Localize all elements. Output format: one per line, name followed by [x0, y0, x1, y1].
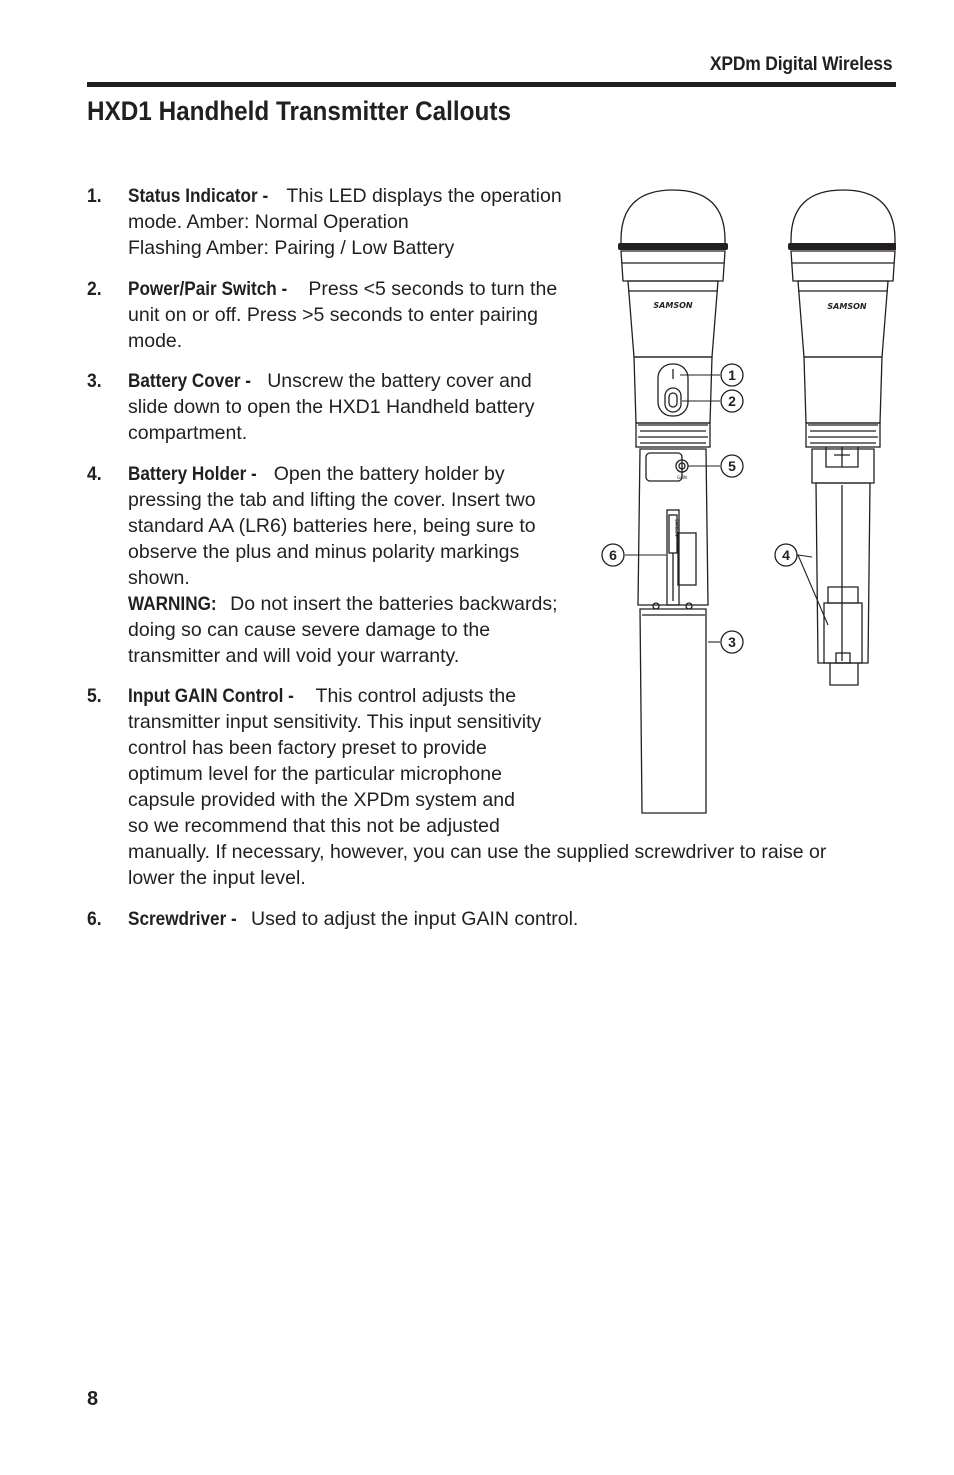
item-text: This control adjusts the [315, 685, 517, 707]
item-text: This LED displays the operation [286, 185, 562, 207]
item-term: Input GAIN Control - [128, 685, 294, 707]
item-text: pressing the tab and lifting the cover. Insert two [128, 489, 536, 511]
left-mic-brand: SAMSON [653, 301, 693, 310]
callout-number: 6 [609, 547, 617, 563]
item-term: Power/Pair Switch - [128, 278, 288, 300]
callout-6-marker [602, 544, 624, 566]
callout-1-marker [721, 364, 743, 386]
callout-4-marker [775, 544, 797, 566]
item-text: mode. Amber: Normal Operation [128, 211, 409, 233]
left-microphone [618, 190, 728, 813]
callout-2-marker [721, 390, 743, 412]
item-text: so we recommend that this not be adjusted [128, 815, 500, 837]
item-text: Flashing Amber: Pairing / Low Battery [128, 237, 455, 259]
callout-number: 3 [728, 634, 736, 650]
item-term: Status Indicator - [128, 185, 269, 207]
item-body [128, 368, 535, 446]
item-number: 4. [87, 463, 102, 485]
item-text: optimum level for the particular microphone [128, 763, 502, 785]
item-text: capsule provided with the XPDm system and [128, 789, 515, 811]
warning-text: Do not insert the batteries backwards; [230, 593, 558, 615]
right-microphone [788, 190, 896, 685]
item-text: unit on or off. Press >5 seconds to enter pairing [128, 304, 538, 326]
item-text: transmitter input sensitivity. This input sensitivity [128, 711, 542, 733]
item-body [128, 276, 557, 354]
callout-number: 5 [728, 458, 736, 474]
screwdriver-brand: SAMSON [674, 519, 679, 537]
item-number: 3. [87, 370, 102, 392]
item-number: 2. [87, 278, 102, 300]
transmitter-diagram [596, 185, 896, 820]
callout-number: 1 [728, 367, 736, 383]
item-text: Unscrew the battery cover and [267, 370, 532, 392]
item-body [128, 183, 562, 261]
item-text: observe the plus and minus polarity markings [128, 541, 520, 563]
item-text: slide down to open the HXD1 Handheld battery [128, 396, 535, 418]
item-text: Used to adjust the input GAIN control. [250, 908, 579, 930]
item-text: manually. If necessary, however, you can use the supplied screwdriver to raise or [128, 841, 827, 863]
right-mic-brand: SAMSON [827, 302, 867, 311]
warning-label: WARNING: [128, 593, 217, 615]
callout-number: 4 [782, 547, 790, 563]
item-text: compartment. [128, 422, 248, 444]
item-text: standard AA (LR6) batteries here, being sure to [128, 515, 536, 537]
item-body [128, 906, 578, 932]
item-text: mode. [128, 330, 183, 352]
gain-label: GAIN [676, 475, 688, 480]
header-rule [87, 82, 896, 87]
warning-text: transmitter and will void your warranty. [128, 645, 460, 667]
item-number: 5. [87, 685, 102, 707]
callout-3-marker [721, 631, 743, 653]
item-body [128, 461, 558, 669]
item-number: 1. [87, 185, 102, 207]
item-text: shown. [128, 567, 190, 589]
item-term: Battery Holder - [128, 463, 257, 485]
warning-text: doing so can cause severe damage to the [128, 619, 491, 641]
item-term: Screwdriver - [128, 908, 237, 930]
item-text: control has been factory preset to provide [128, 737, 487, 759]
item-text: lower the input level. [128, 867, 306, 889]
item-text: Open the battery holder by [273, 463, 505, 485]
callout-5-marker [721, 455, 743, 477]
item-term: Battery Cover - [128, 370, 252, 392]
callout-number: 2 [728, 393, 736, 409]
header-title: XPDm Digital Wireless [709, 54, 892, 75]
item-text: Press <5 seconds to turn the [308, 278, 558, 300]
page-title: HXD1 Handheld Transmitter Callouts [87, 96, 511, 126]
item-number: 6. [87, 908, 102, 930]
page-number: 8 [87, 1388, 99, 1410]
